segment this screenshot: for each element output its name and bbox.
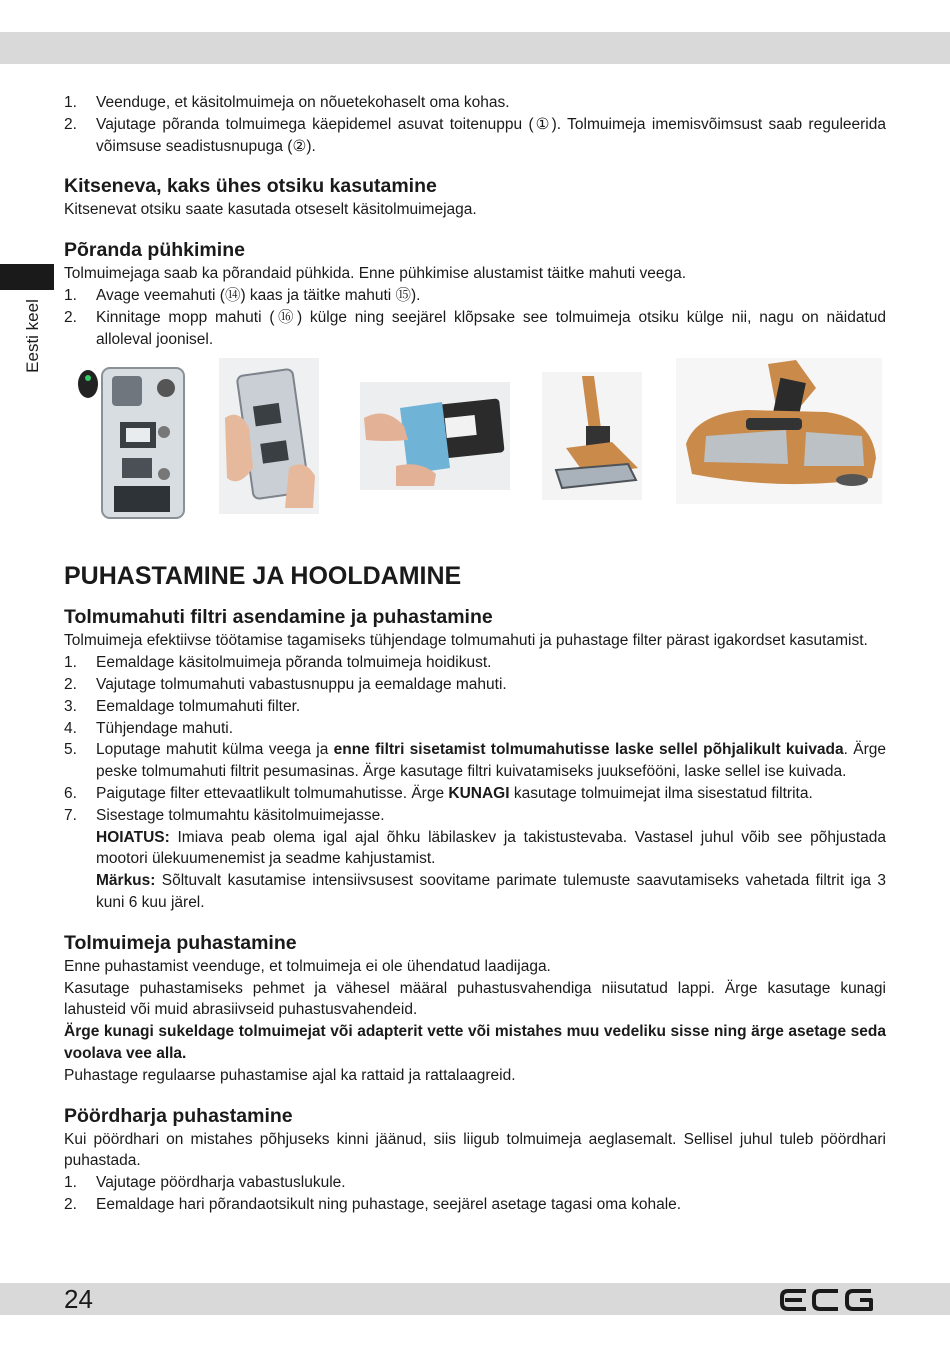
tank-in-hands-image — [219, 358, 319, 514]
mopping-steps — [64, 285, 886, 350]
list-item: 2. Kinnitage mopp mahuti (⑯) külge ning seejärel klõpsake see tolmuimeja otsiku külge nii, nagu on näidatud alloleval joonisel. — [64, 308, 886, 348]
section-title-cleaning: Tolmuimeja puhastamine — [64, 931, 297, 954]
header-bar — [0, 32, 950, 64]
language-tab-marker — [0, 264, 54, 290]
brush-intro: Kui pöördhari on mistahes põhjuseks kinni jäänud, siis liigub tolmuimeja aeglasemalt. Sellisel juhul tuleb pöördhari puhastada. — [64, 1130, 886, 1170]
brush-steps — [64, 1172, 886, 1216]
list-item: 2. Vajutage põranda tolmuimega käepidemel asuvat toitenuppu (①). Tolmuimeja imemisvõimsust saab reguleerida võimsuse seadistusnupuga (②). — [64, 115, 886, 155]
water-tank-image — [70, 362, 190, 522]
language-tab-label: Eesti keel — [23, 299, 42, 373]
cleaning-text-3: Puhastage regulaarse puhastamise ajal ka rattaid ja rattalaagreid. — [64, 1066, 516, 1084]
section-title-nozzle: Kitseneva, kaks ühes otsiku kasutamine — [64, 175, 437, 198]
nozzle-text: Kitsenevat otsiku saate kasutada otseselt käsitolmuimejaga. — [64, 201, 477, 219]
floor-vacuum-image — [676, 358, 882, 504]
filter-steps — [64, 652, 886, 826]
ecg-logo — [780, 1288, 874, 1312]
list-item: 6. Paigutage filter ettevaatlikult tolmumahutisse. Ärge KUNAGI kasutage tolmuimejat ilma sisestatud filtrita. — [64, 784, 813, 802]
intro-list — [64, 92, 886, 157]
remark-note: Märkus: Sõltuvalt kasutamise intensiivsusest soovitame parimate tulemuste saavutamiseks vahetada filtrit iga 3 kuni 6 kuu järel. — [96, 872, 886, 911]
cleaning-warning: Ärge kunagi sukeldage tolmuimejat või adapterit vette või mistahes muu vedeliku sisse ning ärge asetage seda voolava vee alla. — [64, 1023, 886, 1062]
list-item: 7. Sisestage tolmumahtu käsitolmuimejasse. — [64, 806, 385, 824]
filter-intro: Tolmuimeja efektiivse töötamise tagamiseks tühjendage tolmumahuti ja puhastage filter pärast igakordset kasutamist. — [64, 632, 868, 650]
list-item: 1. Veenduge, et käsitolmuimeja on nõuetekohaselt oma kohas. — [64, 94, 510, 111]
cleaning-text-1: Enne puhastamist veenduge, et tolmuimeja ei ole ühendatud laadijaga. — [64, 957, 551, 975]
section-title-mopping: Põranda pühkimine — [64, 239, 245, 262]
mopping-intro: Tolmuimejaga saab ka põrandaid pühkida. Enne pühkimise alustamist täitke mahuti veega. — [64, 265, 687, 283]
list-item: 4. Tühjendage mahuti. — [64, 719, 234, 737]
list-item: 1. Eemaldage käsitolmuimeja põranda tolmuimeja hoidikust. — [64, 654, 492, 672]
main-heading: PUHASTAMINE JA HOOLDAMINE — [64, 562, 462, 591]
mopping-photos — [64, 358, 886, 544]
page-content — [64, 92, 886, 1216]
list-item: 5. Loputage mahutit külma veega ja enne filtri sisetamist tolmumahutisse laske sellel põhjalikult kuivada. Ärge peske tolmumahuti filtrit pesumasinas. Ärge kasutage filtri kuivatamiseks juuksefööni, laske sellel ise kuivada. — [64, 741, 887, 781]
warning-note: HOIATUS: Imiava peab olema igal ajal õhku läbilaskev ja takistustevaba. Vastasel juhul võib see põhjustada mootori ülekuumenemist ja seadme kahjustamist. — [96, 828, 886, 868]
list-item: 2. Vajutage tolmumahuti vabastusnuppu ja eemaldage mahuti. — [64, 675, 507, 693]
section-title-filter: Tolmumahuti filtri asendamine ja puhastamine — [64, 606, 493, 629]
page-number: 24 — [64, 1284, 93, 1314]
list-item: 3. Eemaldage tolmumahuti filter. — [64, 697, 301, 715]
mop-attach-image — [360, 382, 510, 490]
vacuum-with-mop-image — [542, 372, 642, 500]
cleaning-text-2: Kasutage puhastamiseks pehmet ja vähesel määral puhastusvahendiga niisutatud lappi. Ärge kasutage kunagi lahusteid või muid abrasiivseid puhastusvahendeid. — [64, 979, 886, 1019]
list-item: 1. Avage veemahuti (⑭) kaas ja täitke mahuti ⑮). — [64, 286, 421, 304]
section-title-brush: Pöördharja puhastamine — [64, 1104, 293, 1127]
list-item: 1. Vajutage pöördharja vabastuslukule. — [64, 1174, 346, 1192]
list-item: 2. Eemaldage hari põrandaotsikult ning puhastage, seejärel asetage tagasi oma kohale. — [64, 1195, 682, 1213]
